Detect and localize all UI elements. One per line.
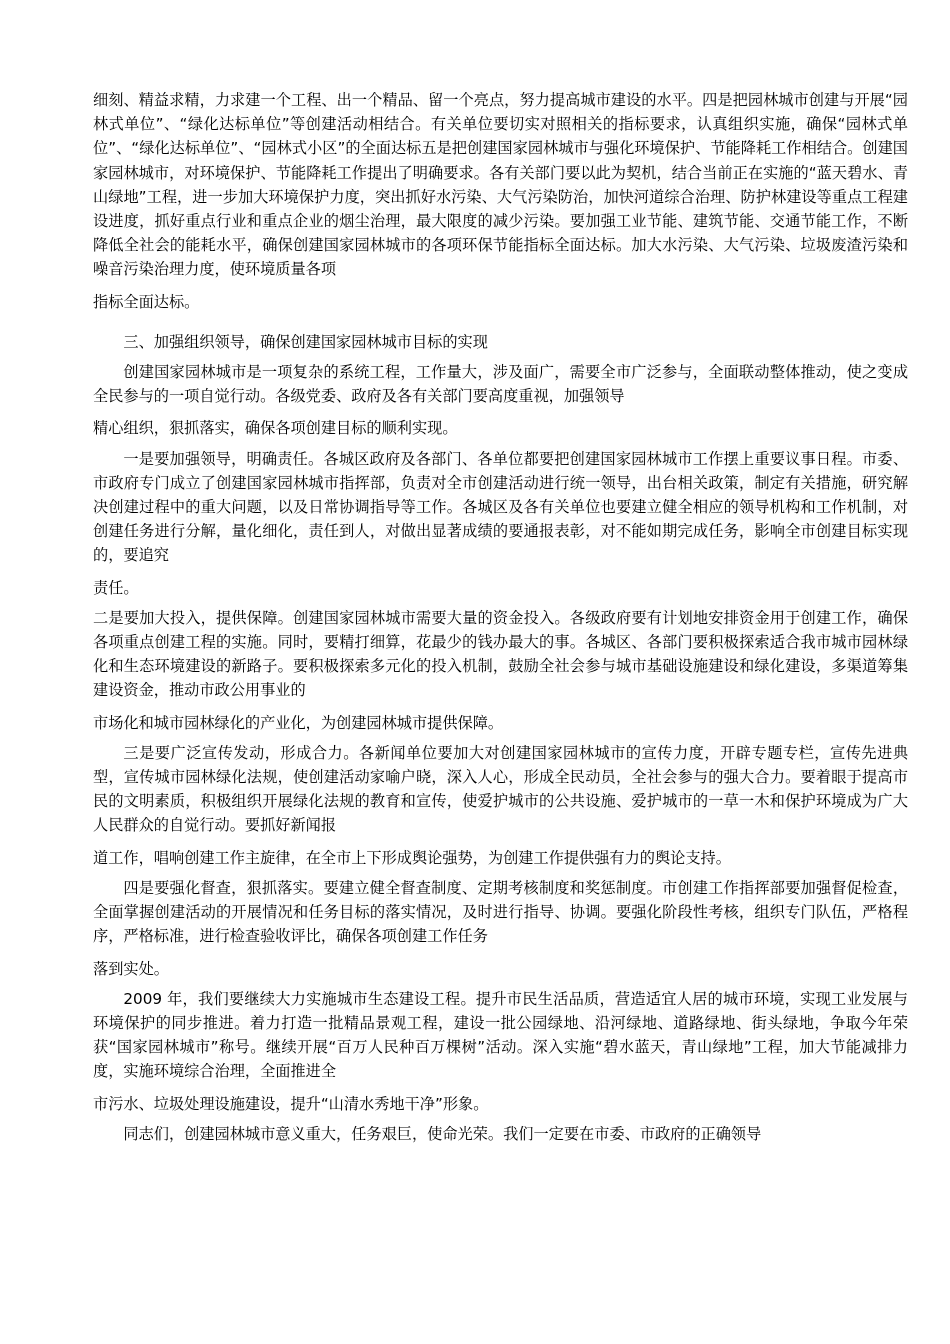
paragraph-6: 四是要强化督查，狠抓落实。要建立健全督查制度、定期考核制度和奖惩制度。市创建工作指挥部要加强督促检查，全面掌握创建活动的开展情况和任务目标的落实情况，及时进行指导、协调。要强化阶段性考核，组织专门队伍，严格程序，严格标准，进行检查验收评比，确保各项创建工作任务 [93, 878, 908, 946]
paragraph-3: 一是要加强领导，明确责任。各城区政府及各部门、各单位都要把创建国家园林城市工作摆上重要议事日程。市委、市政府专门成立了创建国家园林城市指挥部，负责对全市创建活动进行统一领导，出台相关政策，制定有关措施，研究解决创建过程中的重大问题，以及日常协调指导等工作。各城区及各有关单位也要建立健全相应的领导机构和工作机制，对创建任务进行分解，量化细化，责任到人，对做出显著成绩的要通报表彰，对不能如期完成任务，影响全市创建目标实现的，要追究 [93, 449, 908, 565]
paragraph-2-end: 精心组织，狠抓落实，确保各项创建目标的顺利实现。 [93, 419, 458, 438]
paragraph-8: 同志们，创建园林城市意义重大，任务艰巨，使命光荣。我们一定要在市委、市政府的正确领导 [123, 1124, 762, 1143]
paragraph-4-end: 市场化和城市园林绿化的产业化，为创建园林城市提供保障。 [93, 713, 504, 732]
paragraph-7: 2009 年，我们要继续大力实施城市生态建设工程。提升市民生活品质，营造适宜人居的城市环境，实现工业发展与环境保护的同步推进。着力打造一批精品景观工程，建设一批公园绿地、沿河绿地、道路绿地、街头绿地，争取今年荣获“国家园林城市”称号。继续开展“百万人民种百万棵树”活动。深入实施“碧水蓝天，青山绿地”工程，加大节能减排力度，实施环境综合治理，全面推进全 [93, 989, 908, 1081]
paragraph-1: 细刻、精益求精，力求建一个工程、出一个精品、留一个亮点，努力提高城市建设的水平。四是把园林城市创建与开展“园林式单位”、“绿化达标单位”等创建活动相结合。有关单位要切实对照相关的指标要求，认真组织实施，确保“园林式单位”、“绿化达标单位”、“园林式小区”的全面达标五是把创建国家园林城市与强化环境保护、节能降耗工作相结合。创建国家园林城市，对环境保护、节能降耗工作提出了明确要求。各有关部门要以此为契机，结合当前正在实施的“蓝天碧水、青山绿地”工程，进一步加大环境保护力度，突出抓好水污染、大气污染防治，加快河道综合治理、防护林建设等重点工程建设进度，抓好重点行业和重点企业的烟尘治理，最大限度的减少污染。要加强工业节能、建筑节能、交通节能工作，不断降低全社会的能耗水平，确保创建国家园林城市的各项环保节能指标全面达标。加大水污染、大气污染、垃圾废渣污染和噪音污染治理力度，使环境质量各项 [93, 91, 908, 279]
paragraph-7-end: 市污水、垃圾处理设施建设，提升“山清水秀地干净”形象。 [93, 1094, 489, 1113]
paragraph-3-end: 责任。 [93, 578, 139, 597]
paragraph-6-end: 落到实处。 [93, 959, 169, 978]
paragraph-5-end: 道工作，唱响创建工作主旋律，在全市上下形成舆论强势，为创建工作提供强有力的舆论支持。 [93, 848, 731, 867]
paragraph-4: 二是要加大投入，提供保障。创建国家园林城市需要大量的资金投入。各级政府要有计划地安排资金用于创建工作，确保各项重点创建工程的实施。同时，要精打细算，花最少的钱办最大的事。各城区、各部门要积极探索适合我市城市园林绿化和生态环境建设的新路子。要积极探索多元化的投入机制，鼓励全社会参与城市基础设施建设和绿化建设，多渠道筹集建设资金，推动市政公用事业的 [93, 608, 908, 700]
paragraph-5: 三是要广泛宣传发动，形成合力。各新闻单位要加大对创建国家园林城市的宣传力度，开辟专题专栏，宣传先进典型，宣传城市园林绿化法规，使创建活动家喻户晓，深入人心，形成全民动员，全社会参与的强大合力。要着眼于提高市民的文明素质，积极组织开展绿化法规的教育和宣传，使爱护城市的公共设施、爱护城市的一草一木和保护环境成为广大人民群众的自觉行动。要抓好新闻报 [93, 743, 908, 835]
document-page [93, 88, 908, 1146]
paragraph-1-end: 指标全面达标。 [93, 292, 200, 311]
paragraph-2: 创建国家园林城市是一项复杂的系统工程，工作量大，涉及面广，需要全市广泛参与，全面联动整体推动，使之变成全民参与的一项自觉行动。各级党委、政府及各有关部门要高度重视，加强领导 [93, 363, 908, 406]
section-heading-3: 三、加强组织领导，确保创建国家园林城市目标的实现 [123, 332, 488, 351]
